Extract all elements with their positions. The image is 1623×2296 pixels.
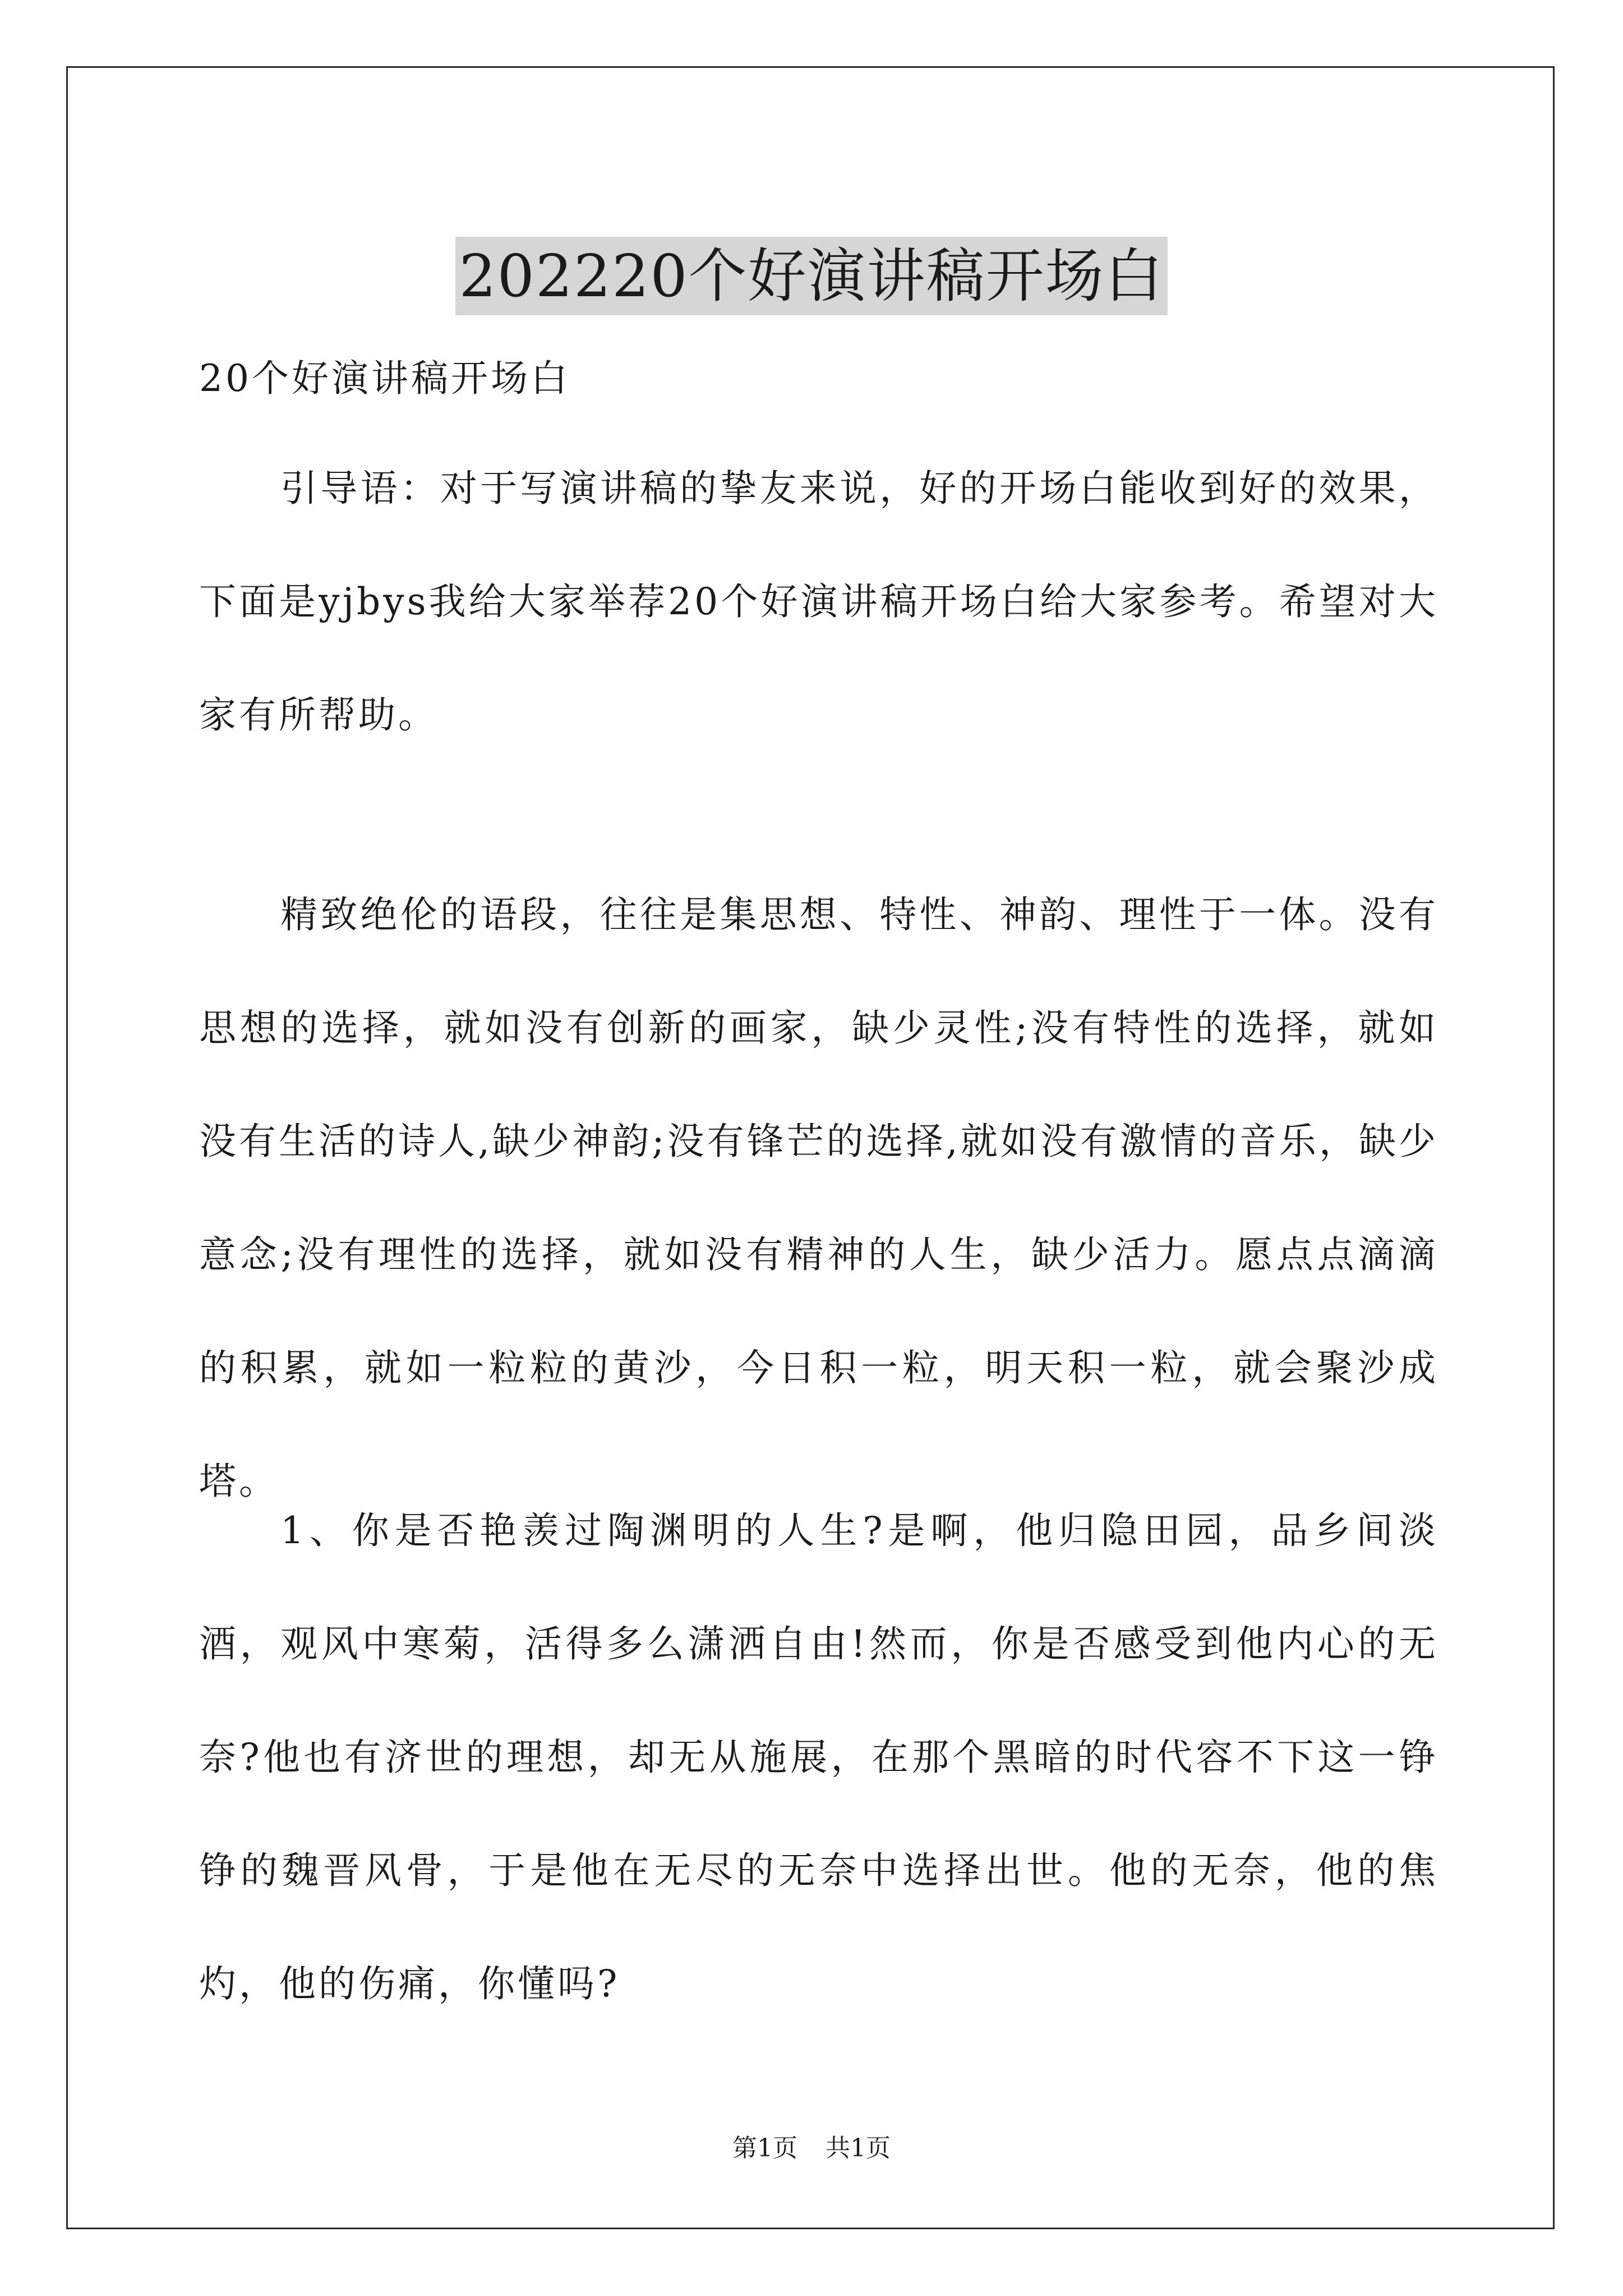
paragraph-item-1: 1、你是否艳羡过陶渊明的人生?是啊，他归隐田园，品乡间淡酒，观风中寒菊，活得多么潇洒自由!然而，你是否感受到他内心的无奈?他也有济世的理想，却无从施展，在那个黑暗的时代容不下这一铮铮的魏晋风骨，于是他在无尽的无奈中选择出世。他的无奈，他的焦灼，他的伤痛，你懂吗? [199, 1509, 1438, 2005]
document-title: 202220个好演讲稿开场白 [455, 237, 1167, 315]
page-number-total: 共1页 [826, 2134, 891, 2162]
document-subtitle: 20个好演讲稿开场白 [199, 357, 570, 400]
page-footer [0, 2132, 1623, 2165]
page-number-current: 第1页 [732, 2134, 797, 2162]
paragraph-intro: 引导语：对于写演讲稿的挚友来说，好的开场白能收到好的效果，下面是yjbys我给大家举荐20个好演讲稿开场白给大家参考。希望对大家有所帮助。 [199, 467, 1438, 737]
title-container [0, 197, 1623, 354]
paragraph-essay: 精致绝伦的语段，往往是集思想、特性、神韵、理性于一体。没有思想的选择，就如没有创新的画家，缺少灵性;没有特性的选择，就如没有生活的诗人,缺少神韵;没有锋芒的选择,就如没有激情的音乐，缺少意念;没有理性的选择，就如没有精神的人生，缺少活力。愿点点滴滴的积累，就如一粒粒的黄沙，今日积一粒，明天积一粒，就会聚沙成塔。 [199, 893, 1438, 1503]
